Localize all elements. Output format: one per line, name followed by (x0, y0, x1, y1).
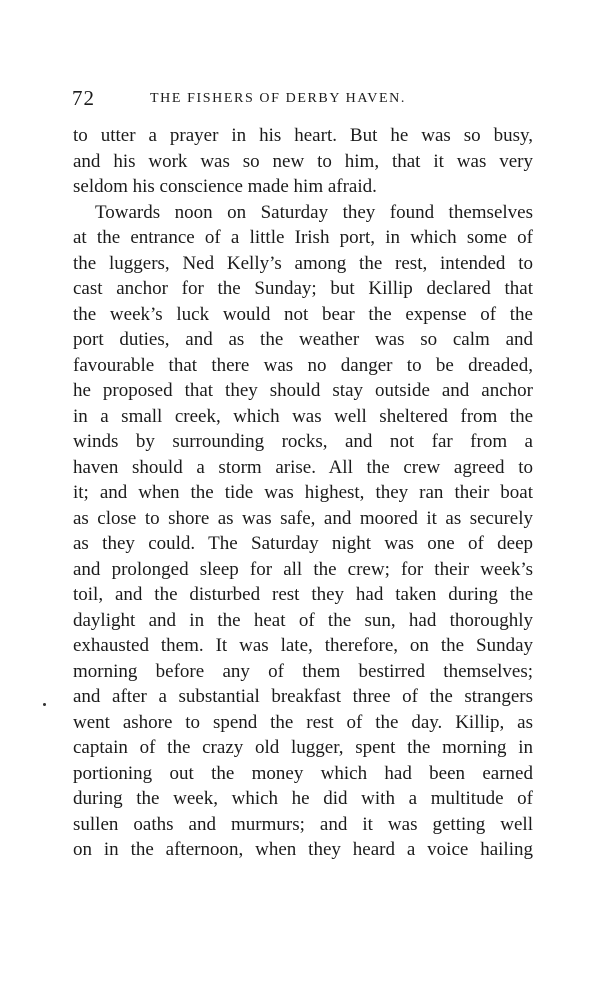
margin-speck (43, 703, 46, 706)
text-line: as close to shore as was safe, and moored it as securely (73, 507, 533, 529)
text-line: Towards noon on Saturday they found themselves (95, 201, 533, 223)
text-line: he proposed that they should stay outside and anchor (73, 380, 533, 401)
text-line: port duties, and as the weather was so calm and (73, 329, 533, 350)
text-line: and after a substantial breakfast three of the strangers (73, 686, 533, 707)
text-line: on in the afternoon, when they heard a voice hailing (73, 839, 533, 860)
body-text (73, 123, 533, 863)
text-line: at the entrance of a little Irish port, in which some of (73, 227, 533, 248)
text-line: the week’s luck would not bear the expense of the (73, 303, 533, 325)
text-line: winds by surrounding rocks, and not far from a (73, 431, 533, 452)
text-line: toil, and the disturbed rest they had taken during the (73, 584, 533, 605)
text-line: daylight and in the heat of the sun, had thoroughly (73, 609, 533, 631)
text-line: cast anchor for the Sunday; but Killip declared that (73, 278, 533, 299)
page-number: 72 (72, 86, 95, 110)
text-line: in a small creek, which was well sheltered from the (73, 405, 533, 427)
text-line: it; and when the tide was highest, they ran their boat (73, 482, 533, 503)
text-line: the luggers, Ned Kelly’s among the rest, intended to (73, 252, 533, 274)
text-line: and his work was so new to him, that it was very (73, 150, 533, 172)
text-line: portioning out the money which had been earned (73, 762, 533, 784)
text-line: haven should a storm arise. All the crew agreed to (73, 456, 533, 478)
text-line: captain of the crazy old lugger, spent the morning in (73, 737, 533, 758)
running-header (72, 86, 532, 112)
running-title: THE FISHERS OF DERBY HAVEN. (150, 91, 406, 106)
text-line: seldom his conscience made him afraid. (73, 176, 377, 197)
text-line: exhausted them. It was late, therefore, on the Sunday (73, 635, 533, 656)
text-line: went ashore to spend the rest of the day. Killip, as (73, 711, 533, 733)
text-line: morning before any of them bestirred themselves; (73, 660, 533, 682)
text-line: and prolonged sleep for all the crew; for their week’s (73, 558, 533, 580)
text-line: to utter a prayer in his heart. But he was so busy, (73, 125, 533, 146)
text-line: sullen oaths and murmurs; and it was getting well (73, 813, 533, 835)
text-line: as they could. The Saturday night was one of deep (73, 533, 533, 554)
text-line: during the week, which he did with a multitude of (73, 788, 533, 809)
text-line: favourable that there was no danger to be dreaded, (73, 354, 533, 376)
